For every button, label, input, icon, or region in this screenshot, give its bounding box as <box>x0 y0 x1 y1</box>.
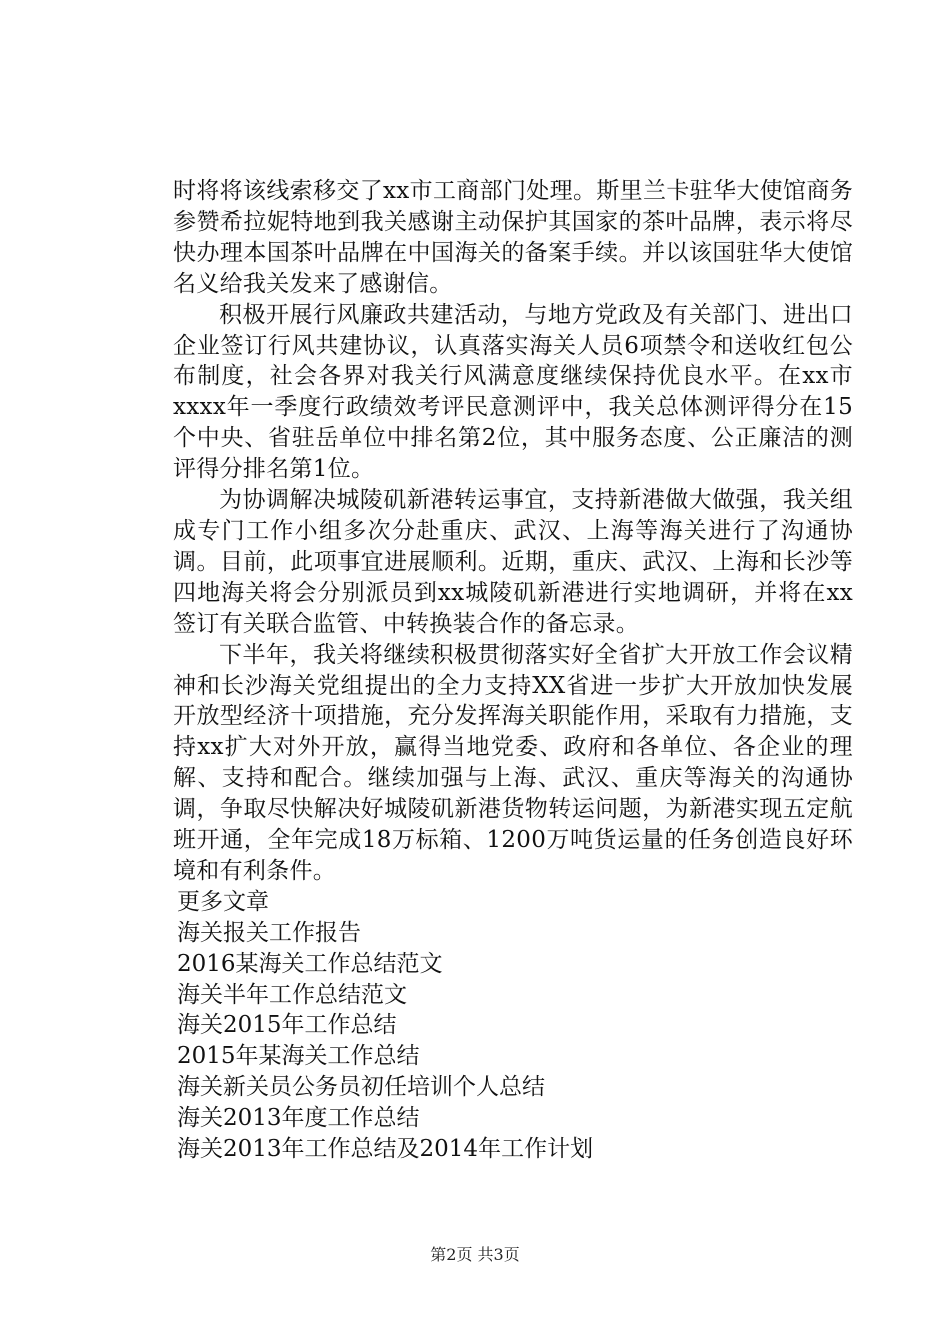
paragraph-continuation: 时将将该线索移交了xx市工商部门处理。斯里兰卡驻华大使馆商务参赞希拉妮特地到我关感谢主动保护其国家的茶叶品牌，表示将尽快办理本国茶叶品牌在中国海关的备案手续。并以该国驻华大使馆名义给我关发来了感谢信。 <box>173 178 853 297</box>
article-link[interactable]: 海关半年工作总结范文 <box>177 981 407 1008</box>
article-link[interactable]: 海关2013年度工作总结 <box>177 1105 420 1132</box>
more-articles-heading: 更多文章 <box>177 888 269 915</box>
more-articles-list <box>173 918 853 1165</box>
article-link[interactable]: 2016某海关工作总结范文 <box>177 950 443 977</box>
document-body <box>173 176 853 1165</box>
article-link[interactable]: 海关报关工作报告 <box>177 919 361 946</box>
article-link[interactable]: 海关2015年工作总结 <box>177 1012 397 1039</box>
article-link[interactable]: 海关新关员公务员初任培训个人总结 <box>177 1074 545 1101</box>
page-number-footer: 第2页 共3页 <box>430 1245 520 1264</box>
paragraph-new-port: 为协调解决城陵矶新港转运事宜，支持新港做大做强，我关组成专门工作小组多次分赴重庆、武汉、上海等海关进行了沟通协调。目前，此项事宜进展顺利。近期，重庆、武汉、上海和长沙等四地海关将会分别派员到xx城陵矶新港进行实地调研，并将在xx签订有关联合监管、中转换装合作的备忘录。 <box>173 487 853 637</box>
paragraph-integrity: 积极开展行风廉政共建活动，与地方党政及有关部门、进出口企业签订行风共建协议，认真落实海关人员6项禁令和送收红包公布制度，社会各界对我关行风满意度继续保持优良水平。在xx市xxxx年一季度行政绩效考评民意测评中，我关总体测评得分在15个中央、省驻岳单位中排名第2位，其中服务态度、公正廉洁的测评得分排名第1位。 <box>173 301 853 483</box>
paragraph-second-half-plan: 下半年，我关将继续积极贯彻落实好全省扩大开放工作会议精神和长沙海关党组提出的全力支持XX省进一步扩大开放加快发展开放型经济十项措施，充分发挥海关职能作用，采取有力措施，支持xx扩大对外开放，赢得当地党委、政府和各单位、各企业的理解、支持和配合。继续加强与上海、武汉、重庆等海关的沟通协调，争取尽快解决好城陵矶新港货物转运问题，为新港实现五定航班开通，全年完成18万标箱、1200万吨货运量的任务创造良好环境和有利条件。 <box>173 641 853 884</box>
article-link[interactable]: 2015年某海关工作总结 <box>177 1043 420 1070</box>
article-link[interactable]: 海关2013年工作总结及2014年工作计划 <box>177 1136 594 1163</box>
